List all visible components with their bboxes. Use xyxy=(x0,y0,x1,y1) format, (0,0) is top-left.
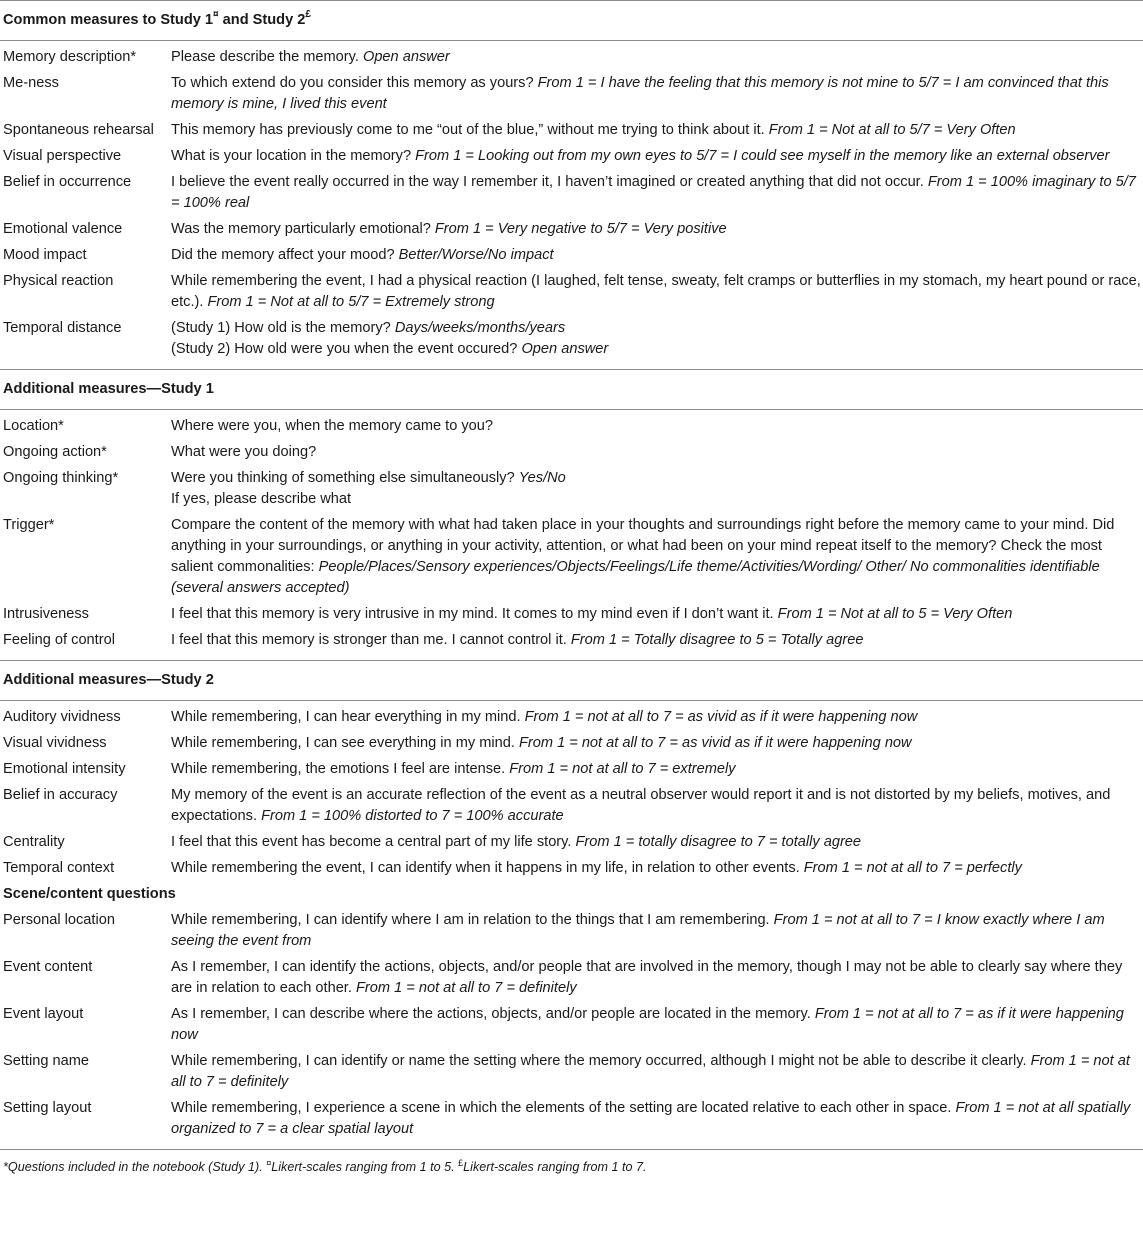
section-header-study1 xyxy=(0,370,1143,409)
superscript-study2: £ xyxy=(305,9,311,20)
scale-text: Open answer xyxy=(521,341,609,357)
scale-text: From 1 = Totally disagree to 5 = Totally agree xyxy=(570,632,864,648)
question-text: While remembering, I can hear everything in my mind. xyxy=(171,709,525,725)
measure-question xyxy=(171,785,1143,827)
scale-text: From 1 = Not at all to 5/7 = Very Often xyxy=(768,122,1016,138)
measure-name: Visual vividness xyxy=(3,735,107,751)
measure-name: Feeling of control xyxy=(3,632,115,648)
measure-name: Me-ness xyxy=(3,75,59,91)
measure-name: Temporal distance xyxy=(3,320,122,336)
table-row xyxy=(0,856,1143,882)
scale-text: Yes/No xyxy=(518,470,566,486)
scale-text: Better/Worse/No impact xyxy=(398,247,554,263)
measure-name: Location* xyxy=(3,418,64,434)
measure-name: Spontaneous rehearsal xyxy=(3,122,154,138)
question-text: Were you thinking of something else simultaneously? xyxy=(171,470,519,486)
scale-text: From 1 = not at all to 7 = as if it were happening now xyxy=(171,1006,1124,1043)
measure-name: Setting name xyxy=(3,1053,89,1069)
question-text: While remembering the event, I had a physical reaction (I laughed, felt tense, sweaty, felt cramps or butterflies in my stomach, my heart pound or race, etc.). xyxy=(171,273,1141,310)
question-text: As I remember, I can describe where the actions, objects, and/or people are located in the memory. xyxy=(171,1006,815,1022)
measure-name: Ongoing action* xyxy=(3,444,107,460)
question-text: (Study 1) How old is the memory? xyxy=(171,320,395,336)
measure-name: Trigger* xyxy=(3,517,55,533)
measure-name: Intrusiveness xyxy=(3,606,89,622)
measure-name: Mood impact xyxy=(3,247,87,263)
table-row xyxy=(0,316,1143,363)
section-body-common xyxy=(0,45,1143,363)
section-body-study1 xyxy=(0,414,1143,654)
scale-text: Days/weeks/months/years xyxy=(394,320,566,336)
measure-question xyxy=(171,271,1143,313)
measure-name: Memory description* xyxy=(3,49,137,65)
question-text: While remembering, the emotions I feel are intense. xyxy=(171,761,510,777)
question-text: Did the memory affect your mood? xyxy=(171,247,399,263)
table-row xyxy=(0,170,1143,217)
scale-text: People/Places/Sensory experiences/Objects/Feelings/Life theme/Activities/Wording/ Other/ No commonalities identifiable (several answers accepted) xyxy=(171,559,1100,596)
section-title: Common measures to Study 1 xyxy=(3,12,214,28)
table-row xyxy=(0,269,1143,316)
table-row xyxy=(0,466,1143,513)
question-text: What were you doing? xyxy=(171,444,317,460)
section-title: Additional measures—Study 2 xyxy=(3,672,214,688)
scale-text: From 1 = not at all to 7 = as vivid as if it were happening now xyxy=(518,735,912,751)
footnote-text: Likert-scales ranging from 1 to 7. xyxy=(463,1160,647,1174)
measure-question xyxy=(171,1051,1143,1093)
subsection-title: Scene/content questions xyxy=(3,886,176,902)
scale-text: From 1 = Not at all to 5/7 = Extremely strong xyxy=(207,294,495,310)
scale-text: From 1 = totally disagree to 7 = totally agree xyxy=(575,834,862,850)
table-row xyxy=(0,602,1143,628)
measure-question xyxy=(171,707,1143,728)
footnote-text: *Questions included in the notebook (Study 1). xyxy=(3,1160,267,1174)
table-row xyxy=(0,757,1143,783)
table-row xyxy=(0,830,1143,856)
measure-question xyxy=(171,630,1143,651)
table-row xyxy=(0,955,1143,1002)
table-row xyxy=(0,908,1143,955)
measure-question xyxy=(171,957,1143,999)
scale-text: From 1 = I have the feeling that this memory is not mine to 5/7 = I am convinced that this memory is mine, I lived this event xyxy=(171,75,1109,112)
footnote xyxy=(0,1150,1143,1176)
measure-name: Auditory vividness xyxy=(3,709,121,725)
question-text: This memory has previously come to me “out of the blue,” without me trying to think about it. xyxy=(171,122,769,138)
table-row xyxy=(0,1096,1143,1143)
measure-question xyxy=(171,604,1143,625)
footnote-text: Likert-scales ranging from 1 to 5. xyxy=(271,1160,459,1174)
scale-text: From 1 = not at all to 7 = as vivid as if it were happening now xyxy=(524,709,918,725)
question-text: While remembering the event, I can identify when it happens in my life, in relation to other events. xyxy=(171,860,804,876)
table-row xyxy=(0,45,1143,71)
measure-name: Emotional intensity xyxy=(3,761,126,777)
table-row xyxy=(0,1049,1143,1096)
footnote-sup: ¤ xyxy=(266,1158,272,1168)
table-row xyxy=(0,118,1143,144)
section-header-common xyxy=(0,1,1143,40)
measure-question xyxy=(171,318,1143,360)
scale-text: From 1 = not at all to 7 = I know exactly where I am seeing the event from xyxy=(171,912,1105,949)
measure-name: Event content xyxy=(3,959,93,975)
footnote-sup: £ xyxy=(458,1158,464,1168)
measure-question xyxy=(171,47,1143,68)
measure-name: Ongoing thinking* xyxy=(3,470,119,486)
scale-text: From 1 = not at all spatially organized to 7 = a clear spatial layout xyxy=(171,1100,1131,1137)
scale-text: From 1 = not at all to 7 = definitely xyxy=(171,1053,1130,1090)
question-text: I feel that this memory is very intrusive in my mind. It comes to my mind even if I don’t want it. xyxy=(171,606,778,622)
table-row xyxy=(0,705,1143,731)
question-text: I believe the event really occurred in the way I remember it, I haven’t imagined or created anything that did not occur. xyxy=(171,174,928,190)
question-text: Was the memory particularly emotional? xyxy=(171,221,435,237)
measure-name: Temporal context xyxy=(3,860,115,876)
measure-name: Centrality xyxy=(3,834,65,850)
measure-question xyxy=(171,1098,1143,1140)
question-text: What is your location in the memory? xyxy=(171,148,416,164)
scale-text: From 1 = Not at all to 5 = Very Often xyxy=(777,606,1013,622)
scale-text: From 1 = Very negative to 5/7 = Very positive xyxy=(434,221,727,237)
measure-question xyxy=(171,219,1143,240)
measure-question xyxy=(171,73,1143,115)
question-text: While remembering, I can identify or name the setting where the memory occurred, although I might not be able to describe it clearly. xyxy=(171,1053,1031,1069)
measure-name: Belief in occurrence xyxy=(3,174,132,190)
measure-question xyxy=(171,416,1143,437)
measure-name: Personal location xyxy=(3,912,115,928)
measure-question xyxy=(171,146,1143,167)
measure-question xyxy=(171,1004,1143,1046)
question-text: I feel that this memory is stronger than me. I cannot control it. xyxy=(171,632,571,648)
measure-question xyxy=(171,858,1143,879)
scale-text: From 1 = not at all to 7 = perfectly xyxy=(803,860,1022,876)
measure-question xyxy=(171,515,1143,599)
measure-question xyxy=(171,468,1143,510)
question-text: I feel that this event has become a central part of my life story. xyxy=(171,834,576,850)
question-text: My memory of the event is an accurate reflection of the event as a neutral observer would report it and is not distorted by my beliefs, motives, and expectations. xyxy=(171,787,1111,824)
question-text: Where were you, when the memory came to you? xyxy=(171,418,494,434)
section-body-study2 xyxy=(0,705,1143,882)
scale-text: From 1 = Looking out from my own eyes to 5/7 = I could see myself in the memory like an external observer xyxy=(415,148,1110,164)
measure-name: Emotional valence xyxy=(3,221,123,237)
question-text: As I remember, I can identify the actions, objects, and/or people that are involved in the memory, though I may not be able to clearly say where they are in relation to each other. xyxy=(171,959,1123,996)
scale-text: From 1 = 100% distorted to 7 = 100% accurate xyxy=(261,808,564,824)
table-row xyxy=(0,71,1143,118)
section-body-scene xyxy=(0,908,1143,1143)
measure-question xyxy=(171,832,1143,853)
section-header-study2 xyxy=(0,661,1143,700)
scale-text: Open answer xyxy=(362,49,450,65)
measure-question xyxy=(171,910,1143,952)
measure-question xyxy=(171,733,1143,754)
question-text: While remembering, I can see everything in my mind. xyxy=(171,735,519,751)
section-title-mid: and Study 2 xyxy=(218,12,306,28)
question-text: (Study 2) How old were you when the event occured? xyxy=(171,341,522,357)
table-row xyxy=(0,628,1143,654)
scale-text: From 1 = 100% imaginary to 5/7 = 100% real xyxy=(171,174,1136,211)
measure-question xyxy=(171,759,1143,780)
table-row xyxy=(0,1002,1143,1049)
measure-name: Setting layout xyxy=(3,1100,92,1116)
measure-name: Event layout xyxy=(3,1006,84,1022)
table-row xyxy=(0,513,1143,602)
table-row xyxy=(0,243,1143,269)
question-text: To which extend do you consider this memory as yours? xyxy=(171,75,538,91)
table-row xyxy=(0,783,1143,830)
measure-question xyxy=(171,442,1143,463)
measure-question xyxy=(171,120,1143,141)
question-text: While remembering, I can identify where I am in relation to the things that I am remembering. xyxy=(171,912,774,928)
table-row xyxy=(0,731,1143,757)
section-title: Additional measures—Study 1 xyxy=(3,381,214,397)
table-row xyxy=(0,414,1143,440)
measure-question xyxy=(171,172,1143,214)
scale-text: From 1 = not at all to 7 = extremely xyxy=(509,761,736,777)
table-row xyxy=(0,144,1143,170)
superscript-study1: ¤ xyxy=(213,9,219,20)
question-text: Please describe the memory. xyxy=(171,49,363,65)
scale-text: From 1 = not at all to 7 = definitely xyxy=(355,980,577,996)
table-row xyxy=(0,440,1143,466)
question-text: While remembering, I experience a scene in which the elements of the setting are located relative to each other in space. xyxy=(171,1100,956,1116)
question-text: If yes, please describe what xyxy=(171,491,352,507)
table-row xyxy=(0,217,1143,243)
question-text: Compare the content of the memory with what had taken place in your thoughts and surroundings right before the memory came to your mind. Did anything in your surroundings, or anything in your activity, attention, or what had been on your mind repeat itself to the memory? Check the most salient commonalities: xyxy=(171,517,1115,575)
measure-name: Visual perspective xyxy=(3,148,122,164)
measure-name: Belief in accuracy xyxy=(3,787,118,803)
measure-question xyxy=(171,245,1143,266)
measure-name: Physical reaction xyxy=(3,273,114,289)
